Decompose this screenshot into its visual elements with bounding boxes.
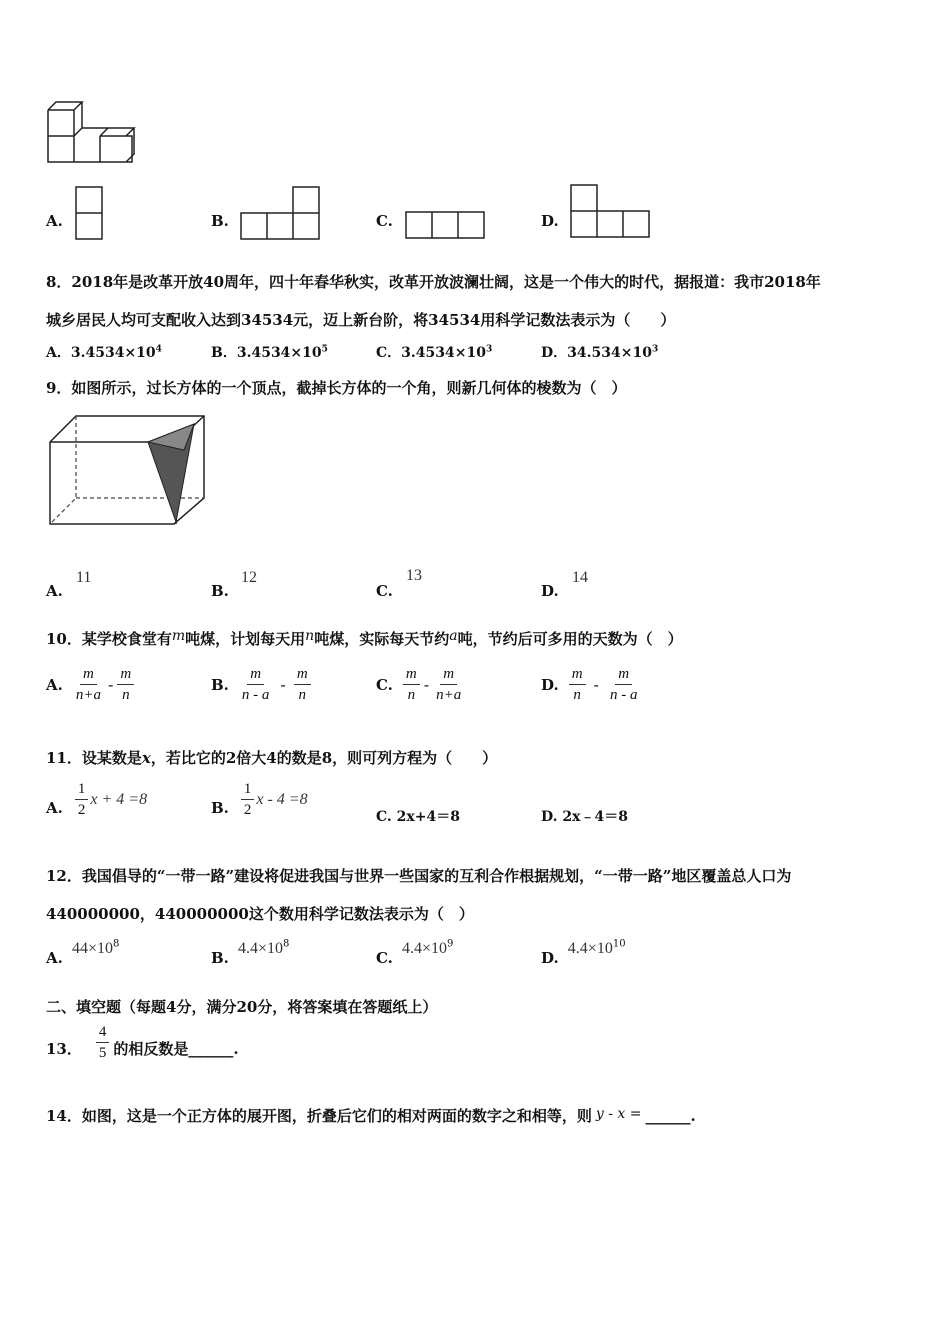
q9-option-c-label: C. xyxy=(376,582,393,600)
q8-option-d: D．$34.534\times 10^3$ xyxy=(541,344,659,361)
q7-cube-figure xyxy=(44,98,144,168)
q12-option-c: C. $4.4\times 10^9$ xyxy=(376,938,454,967)
q9-option-b-value: 12 xyxy=(241,569,257,586)
q11-option-b: B. $\frac{1}{2}$ x - 4 =8 xyxy=(211,781,308,818)
q14-question: 14．如图，这是一个正方体的展开图，折叠后它们的相对两面的数字之和相等，则 y - x = ______. xyxy=(46,1106,696,1125)
q13-question: 13． $\frac{4}{5}$ 的相反数是______. xyxy=(46,1024,239,1061)
q12-question-line2: 440000000，440000000这个数用科学记数法表示为（ ） xyxy=(46,905,474,923)
q8-option-c: C．$3.4534\times 10^3$ xyxy=(376,344,493,361)
q12-option-a: A. $44\times 10^8$ xyxy=(46,938,120,967)
q7-option-b-label: B. xyxy=(211,212,229,230)
q9-option-d-value: 14 xyxy=(572,569,588,586)
q12-option-b: B. $4.4\times 10^8$ xyxy=(211,938,290,967)
q11-question: 11．设某数是x，若比它的2倍大4的数是8，则可列方程为（ ） xyxy=(46,749,498,767)
q9-question: 9．如图所示，过长方体的一个顶点，截掉长方体的一个角，则新几何体的棱数为（ ） xyxy=(46,379,627,397)
q11-option-c: C. 2x+4＝8 xyxy=(376,809,460,825)
q10-option-a: A. $\frac{m}{n+a}$ - $\frac{m}{n}$ xyxy=(46,664,134,705)
q8-option-b: B．$3.4534\times 10^5$ xyxy=(211,344,328,361)
q8-question-line2: 城乡居民人均可支配收入达到34534元，迈上新台阶，将34534用科学记数法表示为（ ） xyxy=(46,311,676,329)
q9-option-a-value: 11 xyxy=(76,569,92,586)
q7-option-d-figure xyxy=(570,184,652,240)
q7-option-a-figure xyxy=(75,186,105,242)
q10-option-d: D. $\frac{m}{n}$ - $\frac{m}{n - a}$ xyxy=(541,666,638,703)
q9-option-d-label: D. xyxy=(541,582,559,600)
section-2-title: 二、填空题（每题4分，满分20分，将答案填在答题纸上） xyxy=(46,998,438,1016)
q7-option-c-figure xyxy=(405,211,487,241)
q7-option-c-label: C. xyxy=(376,212,393,230)
q10-option-c: C. $\frac{m}{n}$ - $\frac{m}{n+a}$ xyxy=(376,666,462,703)
q7-option-b-figure xyxy=(240,186,322,242)
q9-option-b-label: B. xyxy=(211,582,229,600)
q7-option-a-label: A. xyxy=(46,212,63,230)
q9-cuboid-figure xyxy=(46,410,211,528)
q12-question-line1: 12．我国倡导的“一带一路”建设将促进我国与世界一些国家的互利合作根据规划，“一带一路”地区覆盖总人口为 xyxy=(46,867,792,885)
q10-option-b: B. $\frac{m}{n - a}$ - $\frac{m}{n}$ xyxy=(211,664,311,705)
q9-option-a-label: A. xyxy=(46,582,63,600)
q7-option-d-label: D. xyxy=(541,212,559,230)
q10-question: 10．某学校食堂有m吨煤，计划每天用n吨煤，实际每天节约a吨，节约后可多用的天数为（ ） xyxy=(46,628,683,648)
q8-question-line1: 8．2018年是改革开放40周年，四十年春华秋实，改革开放波澜壮阔，这是一个伟大的时代，据报道：我市2018年 xyxy=(46,273,821,291)
q11-option-a: A. $\frac{1}{2}$ x + 4 =8 xyxy=(46,781,148,818)
q11-option-d: D. 2x﹣4＝8 xyxy=(541,809,628,825)
q12-option-d: D. $4.4\times 10^{10}$ xyxy=(541,938,626,967)
q8-option-a: A．$3.4534\times 10^4$ xyxy=(46,344,162,361)
q9-option-c-value: 13 xyxy=(406,567,422,584)
